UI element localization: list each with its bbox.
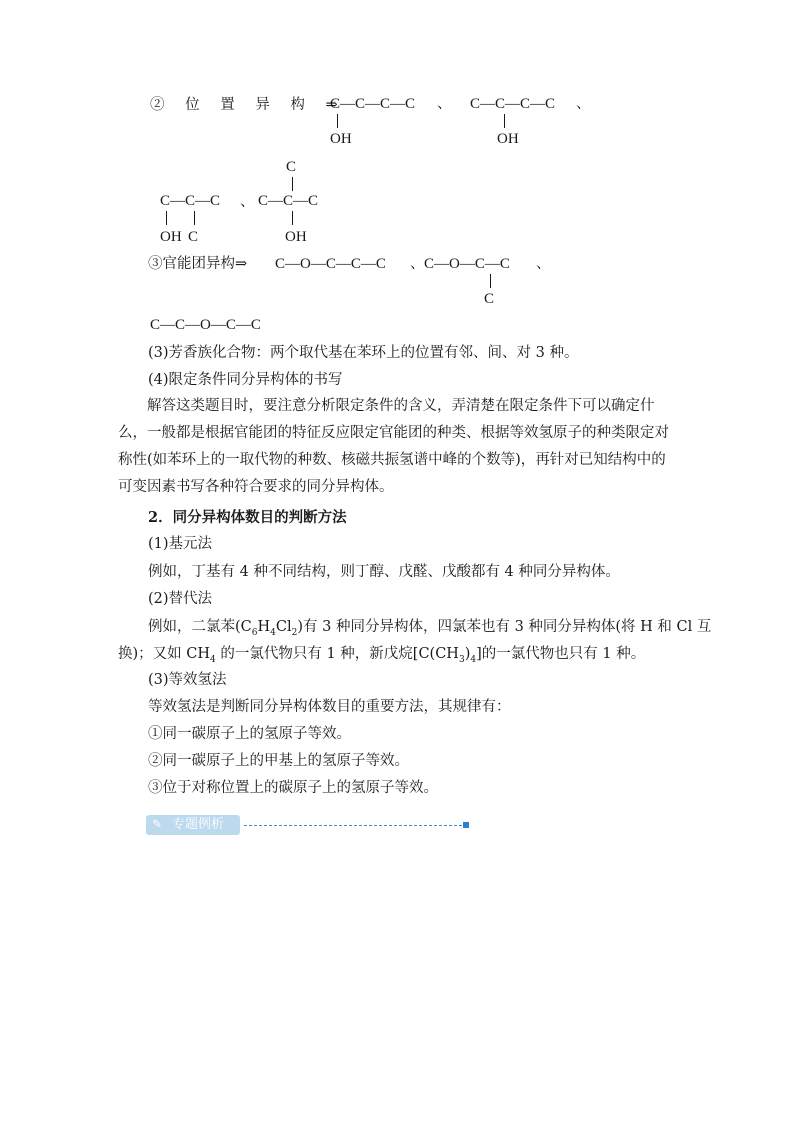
method-1-text: 例如，丁基有 4 种不同结构，则丁醇、戊醛、戊酸都有 4 种同分异构体。 bbox=[148, 564, 620, 580]
method-2-title: (2)替代法 bbox=[148, 591, 213, 607]
method-3-rule-3: ③位于对称位置上的碳原子上的氢原子等效。 bbox=[148, 780, 438, 796]
formula-2c-bond-1 bbox=[166, 211, 167, 225]
formula-2b-chain: C—C—C—C bbox=[470, 96, 556, 112]
formula-2d-bond-bottom bbox=[292, 211, 293, 225]
formula-2c-sub-c: C bbox=[188, 229, 199, 245]
pen-icon: ✎ bbox=[152, 817, 163, 831]
item2-label: ② 位 置 异 构 ⇒ bbox=[150, 97, 346, 113]
badge-divider bbox=[244, 825, 462, 826]
formula-3a: C—O—C—C—C bbox=[275, 256, 386, 272]
section-3-title: (3)芳香族化合物：两个取代基在苯环上的位置有邻、间、对 3 种。 bbox=[148, 345, 579, 361]
section-4-paragraph: 解答这类题目时，要注意分析限定条件的含义，弄清楚在限定条件下可以确定什么，一般都是根据官能团的特征反应限定官能团的种类、根据等效氢原子的种类限定对称性(如苯环上的一取代物的种数、核磁共振氢谱中峰的个数等)，再针对已知结构中的可变因素书写各种符合要求的同分异构体。 bbox=[118, 398, 669, 495]
formula-3b-separator: 、 bbox=[536, 256, 551, 272]
formula-2d-top: C bbox=[286, 159, 297, 175]
formula-2c-bond-2 bbox=[194, 211, 195, 225]
section-4-title: (4)限定条件同分异构体的书写 bbox=[148, 372, 343, 388]
heading-2: 2．同分异构体数目的判断方法 bbox=[148, 509, 347, 526]
formula-2b-separator: 、 bbox=[576, 96, 591, 112]
formula-2c-separator: 、 bbox=[240, 194, 255, 210]
formula-2a-bond bbox=[337, 114, 338, 128]
formula-2d-chain: C—C—C bbox=[258, 193, 319, 209]
formula-2b-bond bbox=[504, 114, 505, 128]
method-3-title: (3)等效氢法 bbox=[148, 672, 227, 688]
method-3-rule-1: ①同一碳原子上的氢原子等效。 bbox=[148, 726, 351, 742]
method-3-rule-2: ②同一碳原子上的甲基上的氢原子等效。 bbox=[148, 753, 409, 769]
method-3-intro: 等效氢法是判断同分异构体数目的重要方法，其规律有： bbox=[148, 699, 511, 715]
section-badge-label: 专题例析 bbox=[172, 817, 225, 832]
formula-3a-separator: 、 bbox=[410, 256, 425, 272]
formula-3c: C—C—O—C—C bbox=[150, 317, 261, 333]
formula-2b-sub: OH bbox=[497, 131, 519, 147]
formula-2d-sub: OH bbox=[285, 229, 307, 245]
formula-2c-chain: C—C—C bbox=[160, 193, 221, 209]
formula-2c-sub-oh: OH bbox=[160, 229, 182, 245]
formula-2a-separator: 、 bbox=[437, 96, 452, 112]
section-badge bbox=[146, 815, 240, 835]
formula-2a-chain: C—C—C—C bbox=[330, 96, 416, 112]
formula-3b-chain: C—O—C—C bbox=[424, 256, 510, 272]
method-2-line-1: 例如，二氯苯$(C_6H_4Cl_2)$有 3 种同分异构体，四氯苯也有 3 种同分异构体(将 H 和 Cl 互 bbox=[148, 619, 712, 638]
formula-2a-sub: OH bbox=[330, 131, 352, 147]
method-1-title: (1)基元法 bbox=[148, 536, 213, 552]
formula-3b-sub: C bbox=[484, 291, 495, 307]
divider-end-marker bbox=[463, 822, 469, 828]
formula-2d-bond-top bbox=[292, 177, 293, 191]
item3-label: ③官能团异构⇒ bbox=[148, 256, 248, 272]
formula-3b-bond bbox=[490, 274, 491, 288]
method-2-line-2: 换)；又如 $CH_4$ 的一氯代物只有 1 种，新戊烷$[C(CH_3)_4]$的一氯代物也只有 1 种。 bbox=[118, 646, 646, 665]
